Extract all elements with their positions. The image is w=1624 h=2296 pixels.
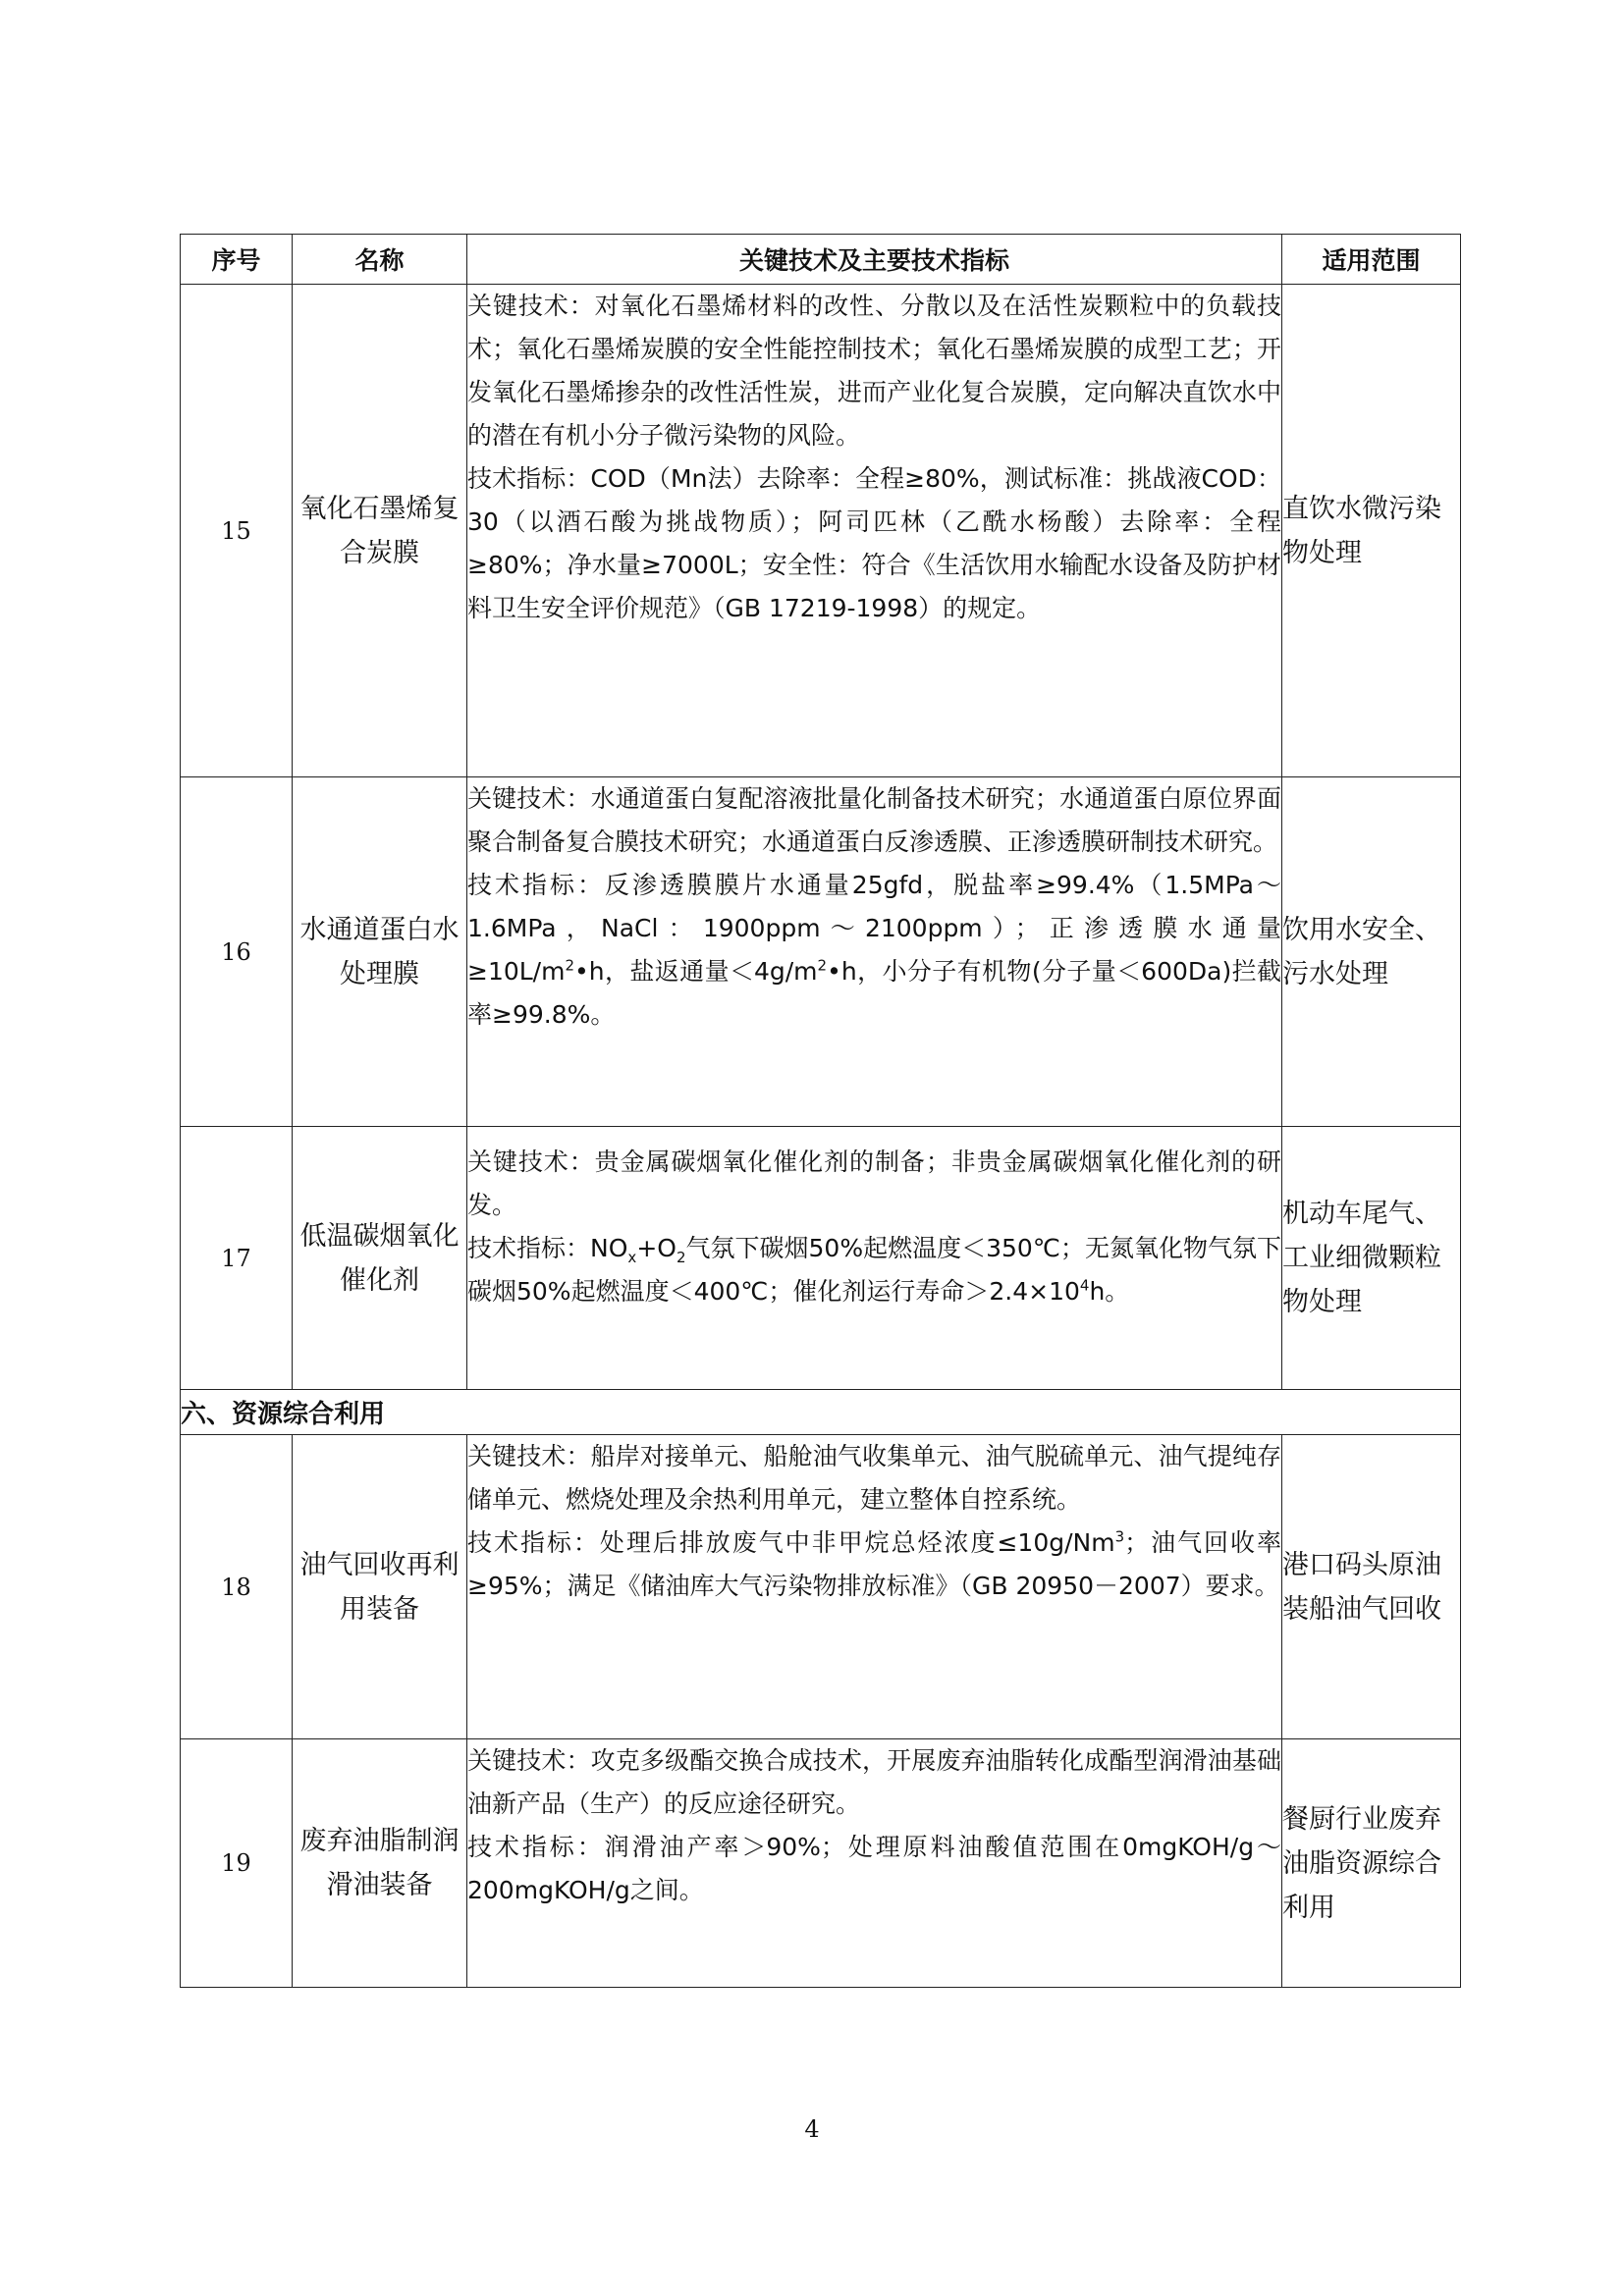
page-number: 4 xyxy=(804,2115,820,2143)
tech-indicators xyxy=(467,1522,1281,1608)
tech-name: 水通道蛋白水处理膜 xyxy=(293,777,467,1127)
indicator-text: ；油气回收率≥95%；满足《储油库大气污染物排放标准》（GB 20950－2007）要求。 xyxy=(467,1528,1281,1600)
tech-detail xyxy=(467,285,1282,777)
table-row xyxy=(181,1435,1461,1739)
tech-name: 低温碳烟氧化催化剂 xyxy=(293,1127,467,1390)
table-row xyxy=(181,1127,1461,1390)
key-technology: 关键技术：水通道蛋白复配溶液批量化制备技术研究；水通道蛋白原位界面聚合制备复合膜技术研究；水通道蛋白反渗透膜、正渗透膜研制技术研究。 xyxy=(467,784,1281,856)
tech-detail xyxy=(467,1435,1282,1739)
indicator-text: +O xyxy=(636,1234,677,1262)
tech-indicators xyxy=(467,864,1281,1037)
technology-table xyxy=(180,234,1461,1988)
tech-indicators: 技术指标：润滑油产率＞90%；处理原料油酸值范围在0mgKOH/g～200mgKOH/g之间。 xyxy=(467,1833,1281,1904)
indicator-text: •h，小分子有机物(分子量＜600Da)拦截率≥99.8%。 xyxy=(467,957,1281,1029)
header-number: 序号 xyxy=(181,235,293,285)
tech-indicators: 技术指标：COD（Mn法）去除率：全程≥80%，测试标准：挑战液COD：30（以酒石酸为挑战物质）；阿司匹林（乙酰水杨酸）去除率：全程≥80%；净水量≥7000L；安全性：符合《生活饮用水输配水设备及防护材料卫生安全评价规范》（GB 17219-1998）的规定。 xyxy=(467,464,1281,622)
application-scope: 餐厨行业废弃油脂资源综合利用 xyxy=(1282,1739,1461,1988)
key-technology: 关键技术：贵金属碳烟氧化催化剂的制备；非贵金属碳烟氧化催化剂的研发。 xyxy=(467,1148,1281,1219)
superscript: 2 xyxy=(565,956,575,975)
tech-detail xyxy=(467,777,1282,1127)
superscript: 3 xyxy=(1114,1527,1125,1546)
header-name: 名称 xyxy=(293,235,467,285)
superscript: 2 xyxy=(817,956,828,975)
indicator-text: 技术指标：处理后排放废气中非甲烷总烃浓度≤10g/Nm xyxy=(467,1528,1115,1557)
indicator-text: h。 xyxy=(1089,1277,1130,1306)
tech-detail xyxy=(467,1739,1282,1988)
section-title: 六、资源综合利用 xyxy=(181,1390,1461,1435)
key-technology: 关键技术：对氧化石墨烯材料的改性、分散以及在活性炭颗粒中的负载技术；氧化石墨烯炭膜的安全性能控制技术；氧化石墨烯炭膜的成型工艺；开发氧化石墨烯掺杂的改性活性炭，进而产业化复合炭膜，定向解决直饮水中的潜在有机小分子微污染物的风险。 xyxy=(467,292,1281,450)
indicator-text: •h，盐返通量＜4g/m xyxy=(574,957,818,986)
subscript: x xyxy=(627,1249,637,1266)
tech-detail xyxy=(467,1127,1282,1390)
indicator-text: 技术指标：NO xyxy=(467,1234,628,1262)
indicator-text: 技术指标：反渗透膜膜片水通量25gfd，脱盐率≥99.4%（1.5MPa～1.6MPa，NaCl：1900ppm～2100ppm）；正渗透膜水通量≥10L/m xyxy=(467,871,1281,986)
key-technology: 关键技术：船岸对接单元、船舱油气收集单元、油气脱硫单元、油气提纯存储单元、燃烧处理及余热利用单元，建立整体自控系统。 xyxy=(467,1442,1281,1514)
tech-name: 油气回收再利用装备 xyxy=(293,1435,467,1739)
row-number: 17 xyxy=(181,1127,293,1390)
tech-name: 废弃油脂制润滑油装备 xyxy=(293,1739,467,1988)
row-number: 16 xyxy=(181,777,293,1127)
superscript: 4 xyxy=(1079,1276,1090,1295)
application-scope: 直饮水微污染物处理 xyxy=(1282,285,1461,777)
table-row xyxy=(181,1739,1461,1988)
application-scope: 机动车尾气、工业细微颗粒物处理 xyxy=(1282,1127,1461,1390)
section-row xyxy=(181,1390,1461,1435)
row-number: 19 xyxy=(181,1739,293,1988)
subscript: 2 xyxy=(676,1249,686,1266)
table-row xyxy=(181,285,1461,777)
application-scope: 港口码头原油装船油气回收 xyxy=(1282,1435,1461,1739)
table-row xyxy=(181,777,1461,1127)
tech-indicators xyxy=(467,1227,1281,1313)
row-number: 18 xyxy=(181,1435,293,1739)
indicator-text: 气氛下碳烟50%起燃温度＜350℃；无氮氧化物气氛下碳烟50%起燃温度＜400℃；催化剂运行寿命＞2.4×10 xyxy=(467,1234,1281,1306)
application-scope: 饮用水安全、污水处理 xyxy=(1282,777,1461,1127)
header-key-tech: 关键技术及主要技术指标 xyxy=(467,235,1282,285)
table-header-row xyxy=(181,235,1461,285)
tech-name: 氧化石墨烯复合炭膜 xyxy=(293,285,467,777)
key-technology: 关键技术：攻克多级酯交换合成技术，开展废弃油脂转化成酯型润滑油基础油新产品（生产）的反应途径研究。 xyxy=(467,1746,1281,1818)
header-scope: 适用范围 xyxy=(1282,235,1461,285)
row-number: 15 xyxy=(181,285,293,777)
